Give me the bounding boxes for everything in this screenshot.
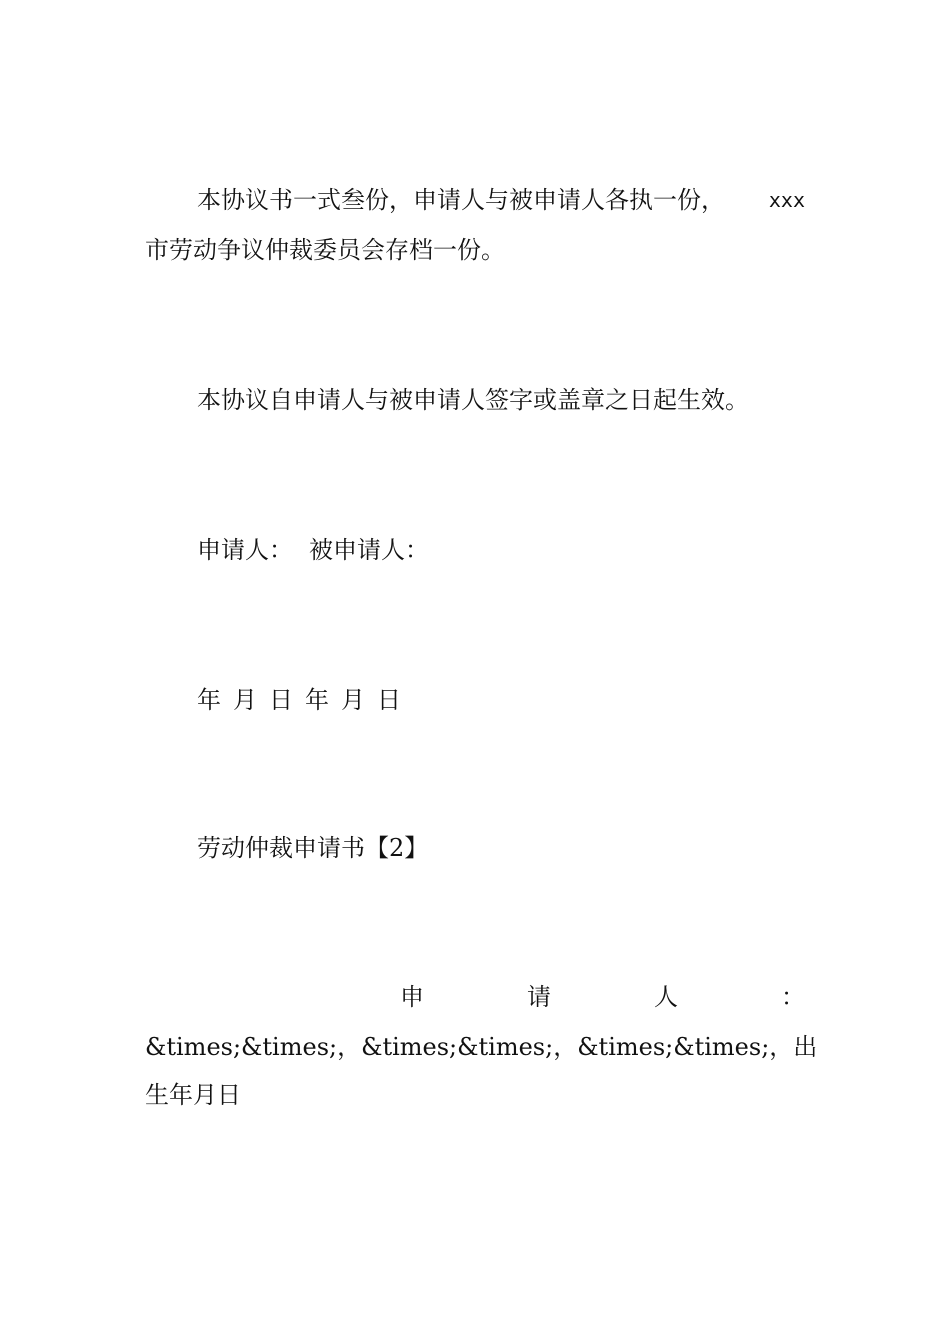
placeholder-xxx: xxx <box>768 188 805 212</box>
applicant-colon: ： <box>781 983 805 1011</box>
applicant-info-item: &times;&times;， <box>361 1033 578 1061</box>
month-label: 月 <box>233 686 257 714</box>
applicant-info-item: &times;&times;， <box>145 1033 362 1061</box>
day-label: 日 <box>269 686 293 714</box>
section-title: 劳动仲裁申请书【2】 <box>197 834 429 862</box>
paragraph-effective: 本协议自申请人与被申请人签字或盖章之日起生效。 <box>197 386 749 414</box>
applicant-char: 人 <box>654 983 678 1011</box>
year-label: 年 <box>197 686 221 714</box>
applicant-signature-label: 申请人： <box>197 536 293 564</box>
applicant-char: 申 <box>400 983 424 1011</box>
applicant-info-item: &times;&times;， <box>577 1033 794 1061</box>
copies-text: 本协议书一式叁份，申请人与被申请人各执一份， <box>197 186 725 214</box>
signature-line <box>197 535 429 565</box>
applicant-heading <box>400 982 805 1012</box>
paragraph-copies-line-2: 市劳动争议仲裁委员会存档一份。 <box>145 236 505 264</box>
date-line <box>197 685 401 715</box>
applicant-info-line <box>145 1032 818 1062</box>
month-label: 月 <box>341 686 365 714</box>
applicant-char: 请 <box>527 983 551 1011</box>
year-label: 年 <box>305 686 329 714</box>
paragraph-copies-line-1 <box>145 185 805 215</box>
applicant-info-item: 出 <box>793 1033 818 1061</box>
respondent-signature-label: 被申请人： <box>309 536 429 564</box>
applicant-birth-line: 生年月日 <box>145 1081 241 1109</box>
day-label: 日 <box>377 686 401 714</box>
